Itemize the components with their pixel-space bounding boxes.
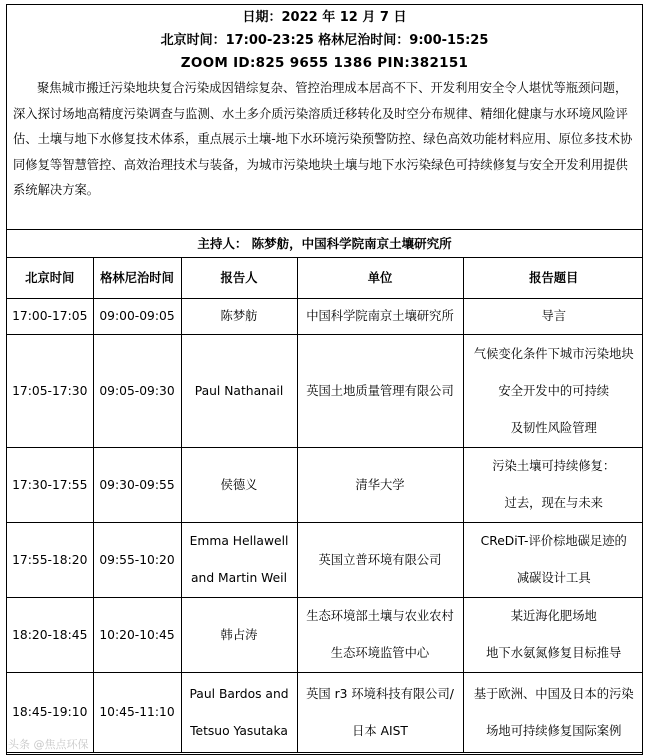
title-line: 气候变化条件下城市污染地块 xyxy=(473,346,634,361)
cell-speaker xyxy=(181,523,297,598)
speaker-line: 韩占涛 xyxy=(220,627,258,642)
unit-line: 生态环境监管中心 xyxy=(330,646,430,660)
cell-unit xyxy=(297,523,463,598)
table-row xyxy=(7,299,643,335)
table-row xyxy=(7,523,643,598)
session-times: 北京时间：17:00-23:25 格林尼治时间：9:00-15:25 xyxy=(160,33,489,48)
cell-gmt: 09:00-09:05 xyxy=(93,299,181,335)
header-speaker: 报告人 xyxy=(181,258,297,299)
cell-gmt: 10:45-11:10 xyxy=(93,673,181,753)
cell-title xyxy=(463,673,643,753)
title-line: 安全开发中的可持续 xyxy=(498,383,610,398)
description-text: 聚焦城市搬迁污染地块复合污染成因错综复杂、管控治理成本居高不下、开发利用安全令人堪忧等瓶颈问题，深入探讨场地高精度污染调查与监测、水土多介质污染溶质迁移转化及时空分布规律、精细化健康与水环境风险评估、土壤与地下水修复技术体系，重点展示土壤-地下水环境污染预警防控、绿色高效功能材料应用、原位多技术协同修复等智慧管控、高效治理技术与装备，为城市污染地块土壤与地下水污染绿色可持续修复与安全开发利用提供系统解决方案。 xyxy=(13,81,633,197)
cell-gmt: 09:05-09:30 xyxy=(93,335,181,448)
table-row xyxy=(7,673,643,753)
agenda-sheet xyxy=(6,4,643,755)
cell-speaker xyxy=(181,335,297,448)
cell-gmt: 09:55-10:20 xyxy=(93,523,181,598)
session-description xyxy=(7,76,642,204)
cell-beijing-time: 17:00-17:05 xyxy=(7,299,93,335)
cell-title xyxy=(463,448,643,523)
title-line: 污染土壤可持续修复： xyxy=(492,459,616,473)
title-line: 地下水氨氮修复目标推导 xyxy=(486,646,622,660)
speaker-line: Paul Nathanail xyxy=(194,383,284,398)
cell-beijing-time: 17:05-17:30 xyxy=(7,335,93,448)
header-unit: 单位 xyxy=(297,258,463,299)
session-intro xyxy=(7,6,642,230)
speaker-line: Paul Bardos and xyxy=(189,686,289,701)
cell-speaker xyxy=(181,673,297,753)
cell-speaker xyxy=(181,598,297,673)
unit-line: 清华大学 xyxy=(355,477,405,492)
zoom-info[interactable]: ZOOM ID:825 9655 1386 PIN:382151 xyxy=(180,55,469,71)
speaker-line: Tetsuo Yasutaka xyxy=(190,723,288,738)
table-row xyxy=(7,598,643,673)
cell-beijing-time: 17:30-17:55 xyxy=(7,448,93,523)
cell-title xyxy=(463,598,643,673)
cell-title xyxy=(463,299,643,335)
unit-line: 英国 r3 环境科技有限公司/ xyxy=(306,686,454,701)
session-date: 日期：2022 年 12 月 7 日 xyxy=(242,10,407,25)
unit-line: 生态环境部土壤与农业农村 xyxy=(306,609,454,623)
header-beijing-time: 北京时间 xyxy=(7,258,93,299)
unit-line: 英国土地质量管理有限公司 xyxy=(306,383,454,398)
cell-unit xyxy=(297,299,463,335)
session-host: 主持人： 陈梦舫，中国科学院南京土壤研究所 xyxy=(7,230,642,258)
table-row xyxy=(7,448,643,523)
cell-unit xyxy=(297,598,463,673)
title-line: CReDiT-评价棕地碳足迹的 xyxy=(480,534,627,548)
header-title: 报告题目 xyxy=(463,258,643,299)
cell-speaker xyxy=(181,299,297,335)
unit-line: 日本 AIST xyxy=(352,723,408,738)
header-gmt: 格林尼治时间 xyxy=(93,258,181,299)
cell-unit xyxy=(297,448,463,523)
speaker-line: 陈梦舫 xyxy=(220,309,258,323)
speaker-line: and Martin Weil xyxy=(190,571,288,585)
schedule-table xyxy=(7,258,643,753)
title-line: 场地可持续修复国际案例 xyxy=(486,723,622,738)
unit-line: 中国科学院南京土壤研究所 xyxy=(306,309,454,323)
cell-beijing-time: 17:55-18:20 xyxy=(7,523,93,598)
cell-title xyxy=(463,335,643,448)
cell-speaker xyxy=(181,448,297,523)
title-line: 导言 xyxy=(541,309,567,323)
title-line: 及韧性风险管理 xyxy=(510,420,597,435)
title-line: 基于欧洲、中国及日本的污染 xyxy=(473,686,634,701)
speaker-line: 侯德义 xyxy=(220,477,258,492)
cell-beijing-time: 18:45-19:10 xyxy=(7,673,93,753)
cell-unit xyxy=(297,335,463,448)
title-line: 过去，现在与未来 xyxy=(504,496,603,510)
cell-gmt: 10:20-10:45 xyxy=(93,598,181,673)
cell-title xyxy=(463,523,643,598)
speaker-line: Emma Hellawell xyxy=(189,534,289,548)
cell-beijing-time: 18:20-18:45 xyxy=(7,598,93,673)
watermark-text: 头条 @焦点环保 xyxy=(8,738,89,751)
cell-unit xyxy=(297,673,463,753)
unit-line: 英国立普环境有限公司 xyxy=(318,552,442,567)
table-header-row xyxy=(7,258,643,299)
cell-gmt: 09:30-09:55 xyxy=(93,448,181,523)
table-row xyxy=(7,335,643,448)
title-line: 减碳设计工具 xyxy=(516,571,591,585)
title-line: 某近海化肥场地 xyxy=(510,609,597,623)
